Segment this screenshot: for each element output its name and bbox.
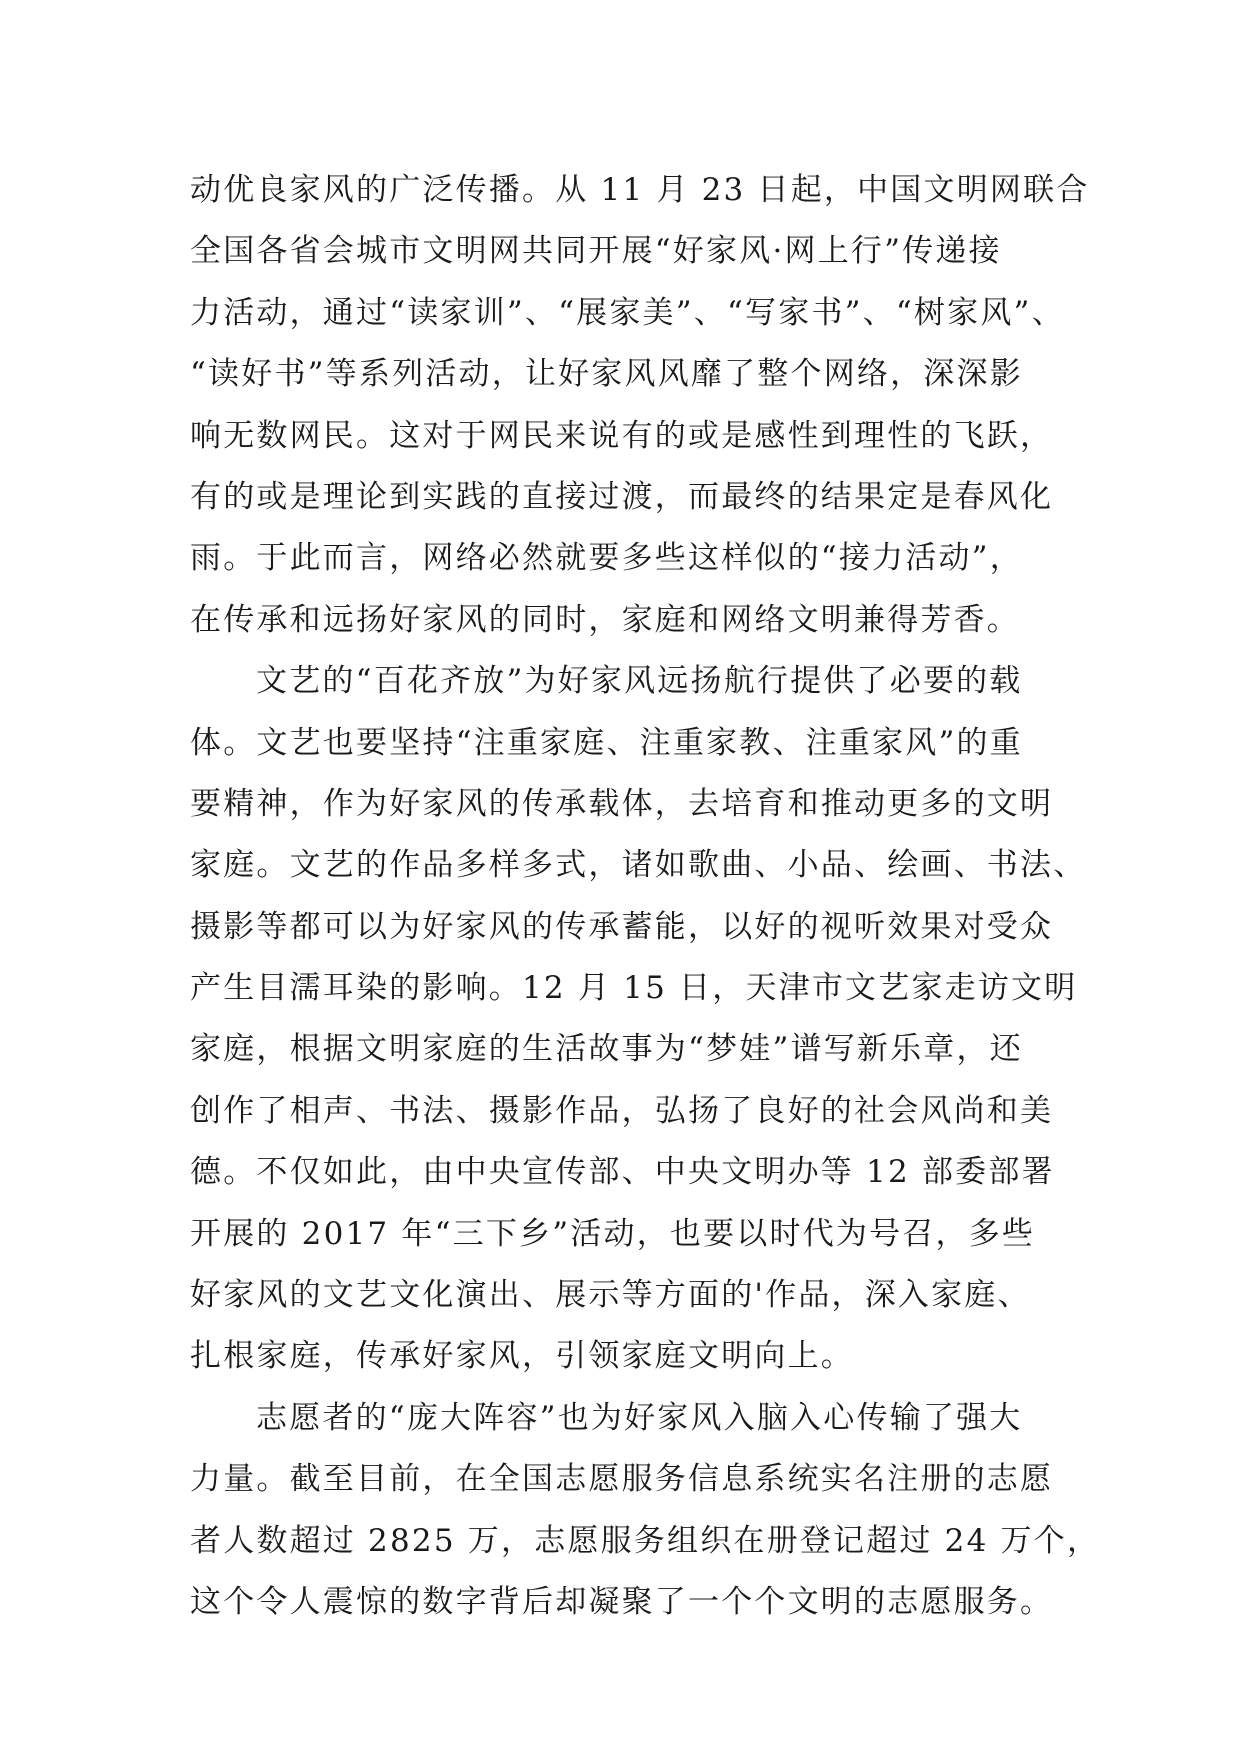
text-line: 在传承和远扬好家风的同时，家庭和网络文明兼得芳香。 (190, 601, 1020, 638)
text-line: 力量。截至目前，在全国志愿服务信息系统实名注册的志愿 (190, 1461, 1054, 1498)
text-line: 雨。于此而言，网络必然就要多些这样似的“接力活动”， (190, 540, 1023, 577)
text-line: 产生目濡耳染的影响。12 月 15 日，天津市文艺家走访文明 (190, 970, 1078, 1007)
paragraph-start-line: 文艺的“百花齐放”为好家风远扬航行提供了必要的载 (256, 663, 1023, 700)
paragraph-start-line: 志愿者的“庞大阵容”也为好家风入脑入心传输了强大 (256, 1399, 1023, 1436)
text-line: 体。文艺也要坚持“注重家庭、注重家教、注重家风”的重 (190, 724, 1023, 761)
text-line: 这个令人震惊的数字背后却凝聚了一个个文明的志愿服务。 (190, 1583, 1054, 1620)
text-line: 要精神，作为好家风的传承载体，去培育和推动更多的文明 (190, 785, 1054, 822)
text-line: 有的或是理论到实践的直接过渡，而最终的结果定是春风化 (190, 478, 1054, 515)
text-line: 扎根家庭，传承好家风，引领家庭文明向上。 (190, 1338, 854, 1375)
text-line: 者人数超过 2825 万，志愿服务组织在册登记超过 24 万个， (190, 1522, 1101, 1559)
text-line: “读好书”等系列活动，让好家风风靡了整个网络，深深影 (190, 356, 1023, 393)
text-line: 动优良家风的广泛传播。从 11 月 23 日起，中国文明网联合 (190, 172, 1090, 208)
text-line: 家庭。文艺的作品多样多式，诸如歌曲、小品、绘画、书法、 (190, 847, 1087, 884)
text-line: 好家风的文艺文化演出、展示等方面的'作品，深入家庭、 (190, 1277, 1031, 1314)
text-line: 家庭，根据文明家庭的生活故事为“梦娃”谱写新乐章，还 (190, 1031, 1023, 1068)
text-line: 响无数网民。这对于网民来说有的或是感性到理性的飞跃， (190, 417, 1054, 454)
document-body (190, 160, 1101, 1633)
text-line: 开展的 2017 年“三下乡”活动，也要以时代为号召，多些 (190, 1215, 1036, 1252)
text-line: 摄影等都可以为好家风的传承蓄能，以好的视听效果对受众 (190, 908, 1054, 945)
text-line: 创作了相声、书法、摄影作品，弘扬了良好的社会风尚和美 (190, 1092, 1054, 1129)
text-line: 德。不仅如此，由中央宣传部、中央文明办等 12 部委部署 (190, 1154, 1055, 1191)
text-line: 力活动，通过“读家训”、“展家美”、“写家书”、“树家风”、 (190, 294, 1065, 331)
text-line: 全国各省会城市文明网共同开展“好家风·网上行”传递接 (190, 233, 1002, 270)
